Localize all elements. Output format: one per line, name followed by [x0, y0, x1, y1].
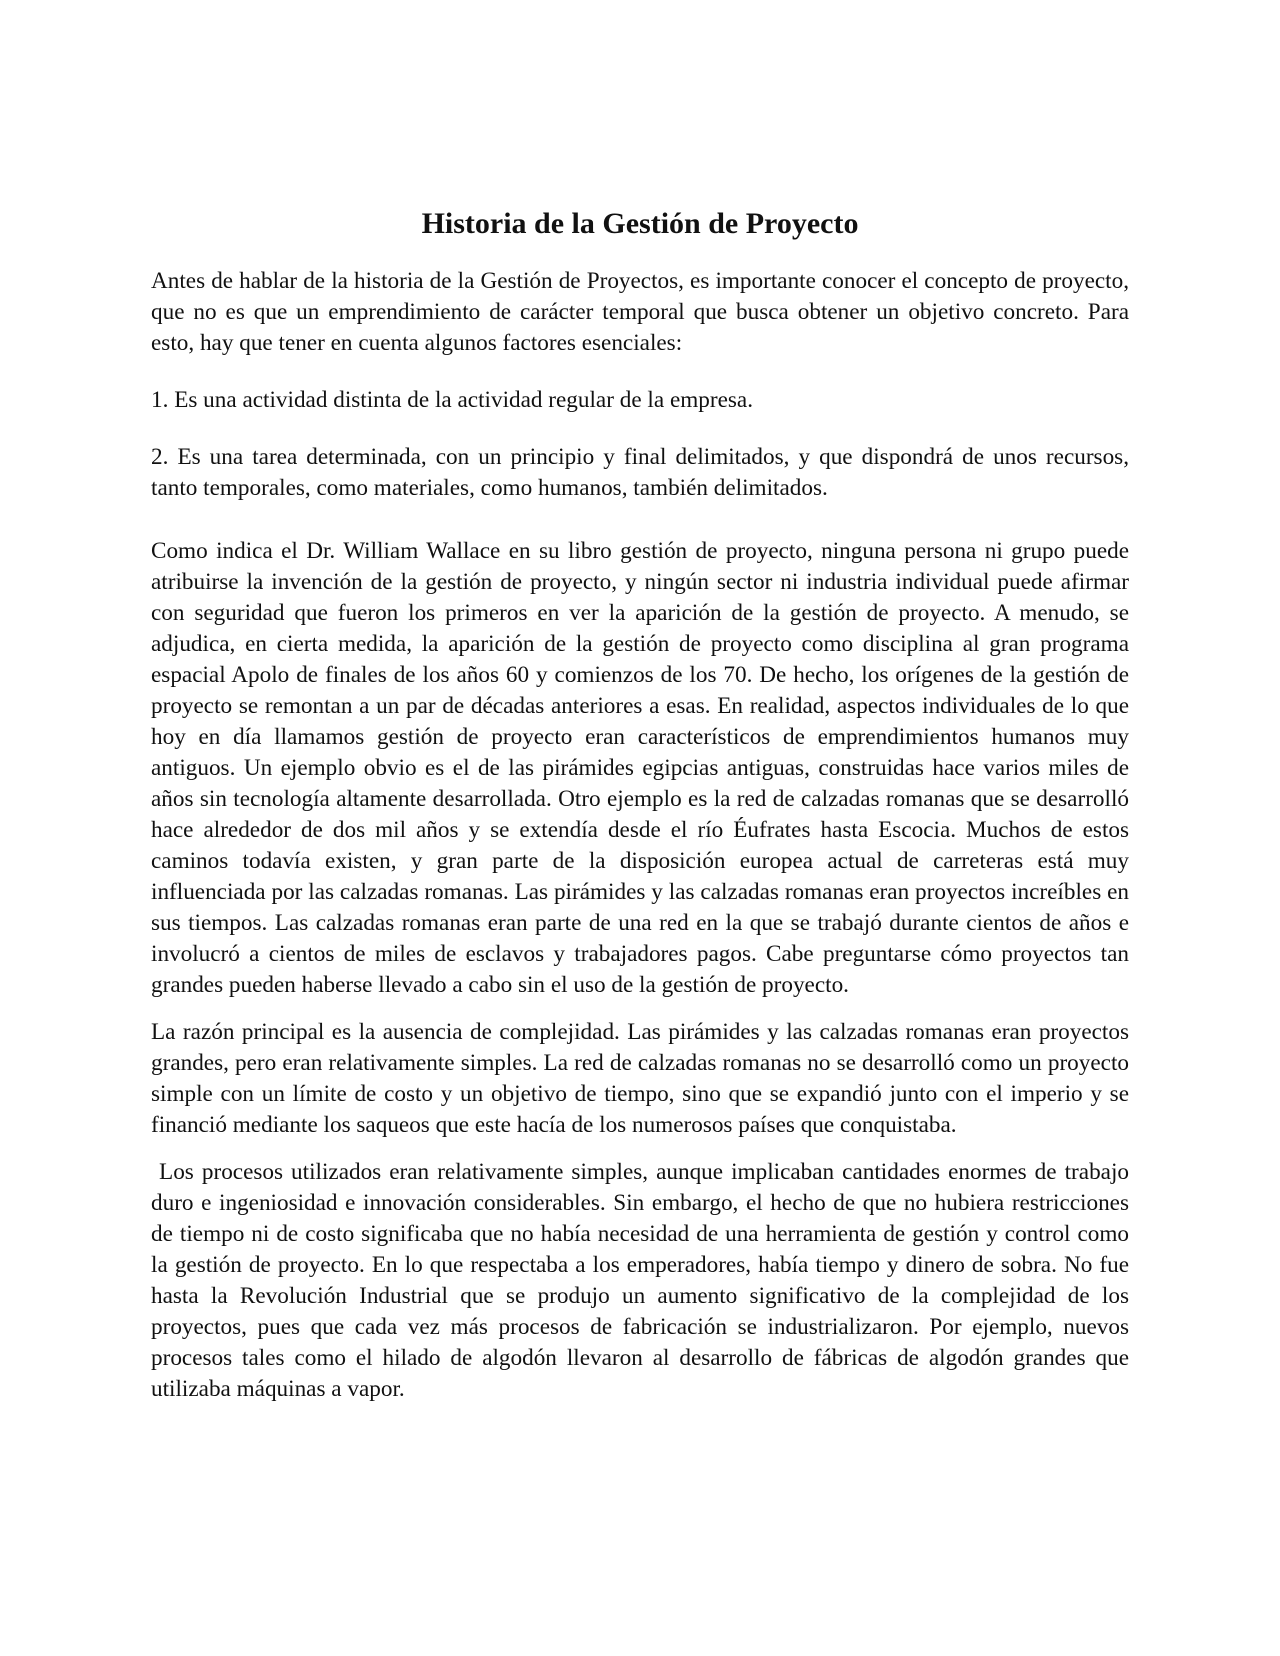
factor-item-2: 2. Es una tarea determinada, con un principio y final delimitados, y que dispondrá de unos recursos, tanto temporales, como materiales, como humanos, también delimitados.: [151, 444, 1129, 501]
page-title: Historia de la Gestión de Proyecto: [421, 207, 859, 240]
intro-paragraph: Antes de hablar de la historia de la Gestión de Proyectos, es importante conocer el concepto de proyecto, que no es que un emprendimiento de carácter temporal que busca obtener un objetivo concreto. Para esto, hay que tener en cuenta algunos factores esenciales:: [151, 268, 1129, 356]
history-paragraph: Como indica el Dr. William Wallace en su libro gestión de proyecto, ninguna persona ni grupo puede atribuirse la invención de la gestión de proyecto, y ningún sector ni industria individual puede afirmar con seguridad que fueron los primeros en ver la aparición de la gestión de proyecto. A menudo, se adjudica, en cierta medida, la aparición de la gestión de proyecto como disciplina al gran programa espacial Apolo de finales de los años 60 y comienzos de los 70. De hecho, los orígenes de la gestión de proyecto se remontan a un par de décadas anteriores a esas. En realidad, aspectos individuales de lo que hoy en día llamamos gestión de proyecto eran característicos de emprendimientos humanos muy antiguos. Un ejemplo obvio es el de las pirámides egipcias antiguas, construidas hace varios miles de años sin tecnología altamente desarrollada. Otro ejemplo es la red de calzadas romanas que se desarrolló hace alrededor de dos mil años y se extendía desde el río Éufrates hasta Escocia. Muchos de estos caminos todavía existen, y gran parte de la disposición europea actual de carreteras está muy influenciada por las calzadas romanas. Las pirámides y las calzadas romanas eran proyectos increíbles en sus tiempos. Las calzadas romanas eran parte de una red en la que se trabajó durante cientos de años e involucró a cientos de miles de esclavos y trabajadores pagos. Cabe preguntarse cómo proyectos tan grandes pueden haberse llevado a cabo sin el uso de la gestión de proyecto.: [151, 538, 1129, 998]
processes-paragraph: Los procesos utilizados eran relativamente simples, aunque implicaban cantidades enormes de trabajo duro e ingeniosidad e innovación considerables. Sin embargo, el hecho de que no hubiera restricciones de tiempo ni de costo significaba que no había necesidad de una herramienta de gestión y control como la gestión de proyecto. En lo que respectaba a los emperadores, había tiempo y dinero de sobra. No fue hasta la Revolución Industrial que se produjo un aumento significativo de la complejidad de los proyectos, pues que cada vez más procesos de fabricación se industrializaron. Por ejemplo, nuevos procesos tales como el hilado de algodón llevaron al desarrollo de fábricas de algodón grandes que utilizaba máquinas a vapor.: [151, 1159, 1135, 1402]
factor-item-1: 1. Es una actividad distinta de la actividad regular de la empresa.: [151, 387, 754, 413]
document-body: [151, 204, 1135, 1405]
complexity-paragraph: La razón principal es la ausencia de complejidad. Las pirámides y las calzadas romanas eran proyectos grandes, pero eran relativamente simples. La red de calzadas romanas no se desarrolló como un proyecto simple con un límite de costo y un objetivo de tiempo, sino que se expandió junto con el imperio y se financió mediante los saqueos que este hacía de los numerosos países que conquistaba.: [151, 1019, 1129, 1138]
